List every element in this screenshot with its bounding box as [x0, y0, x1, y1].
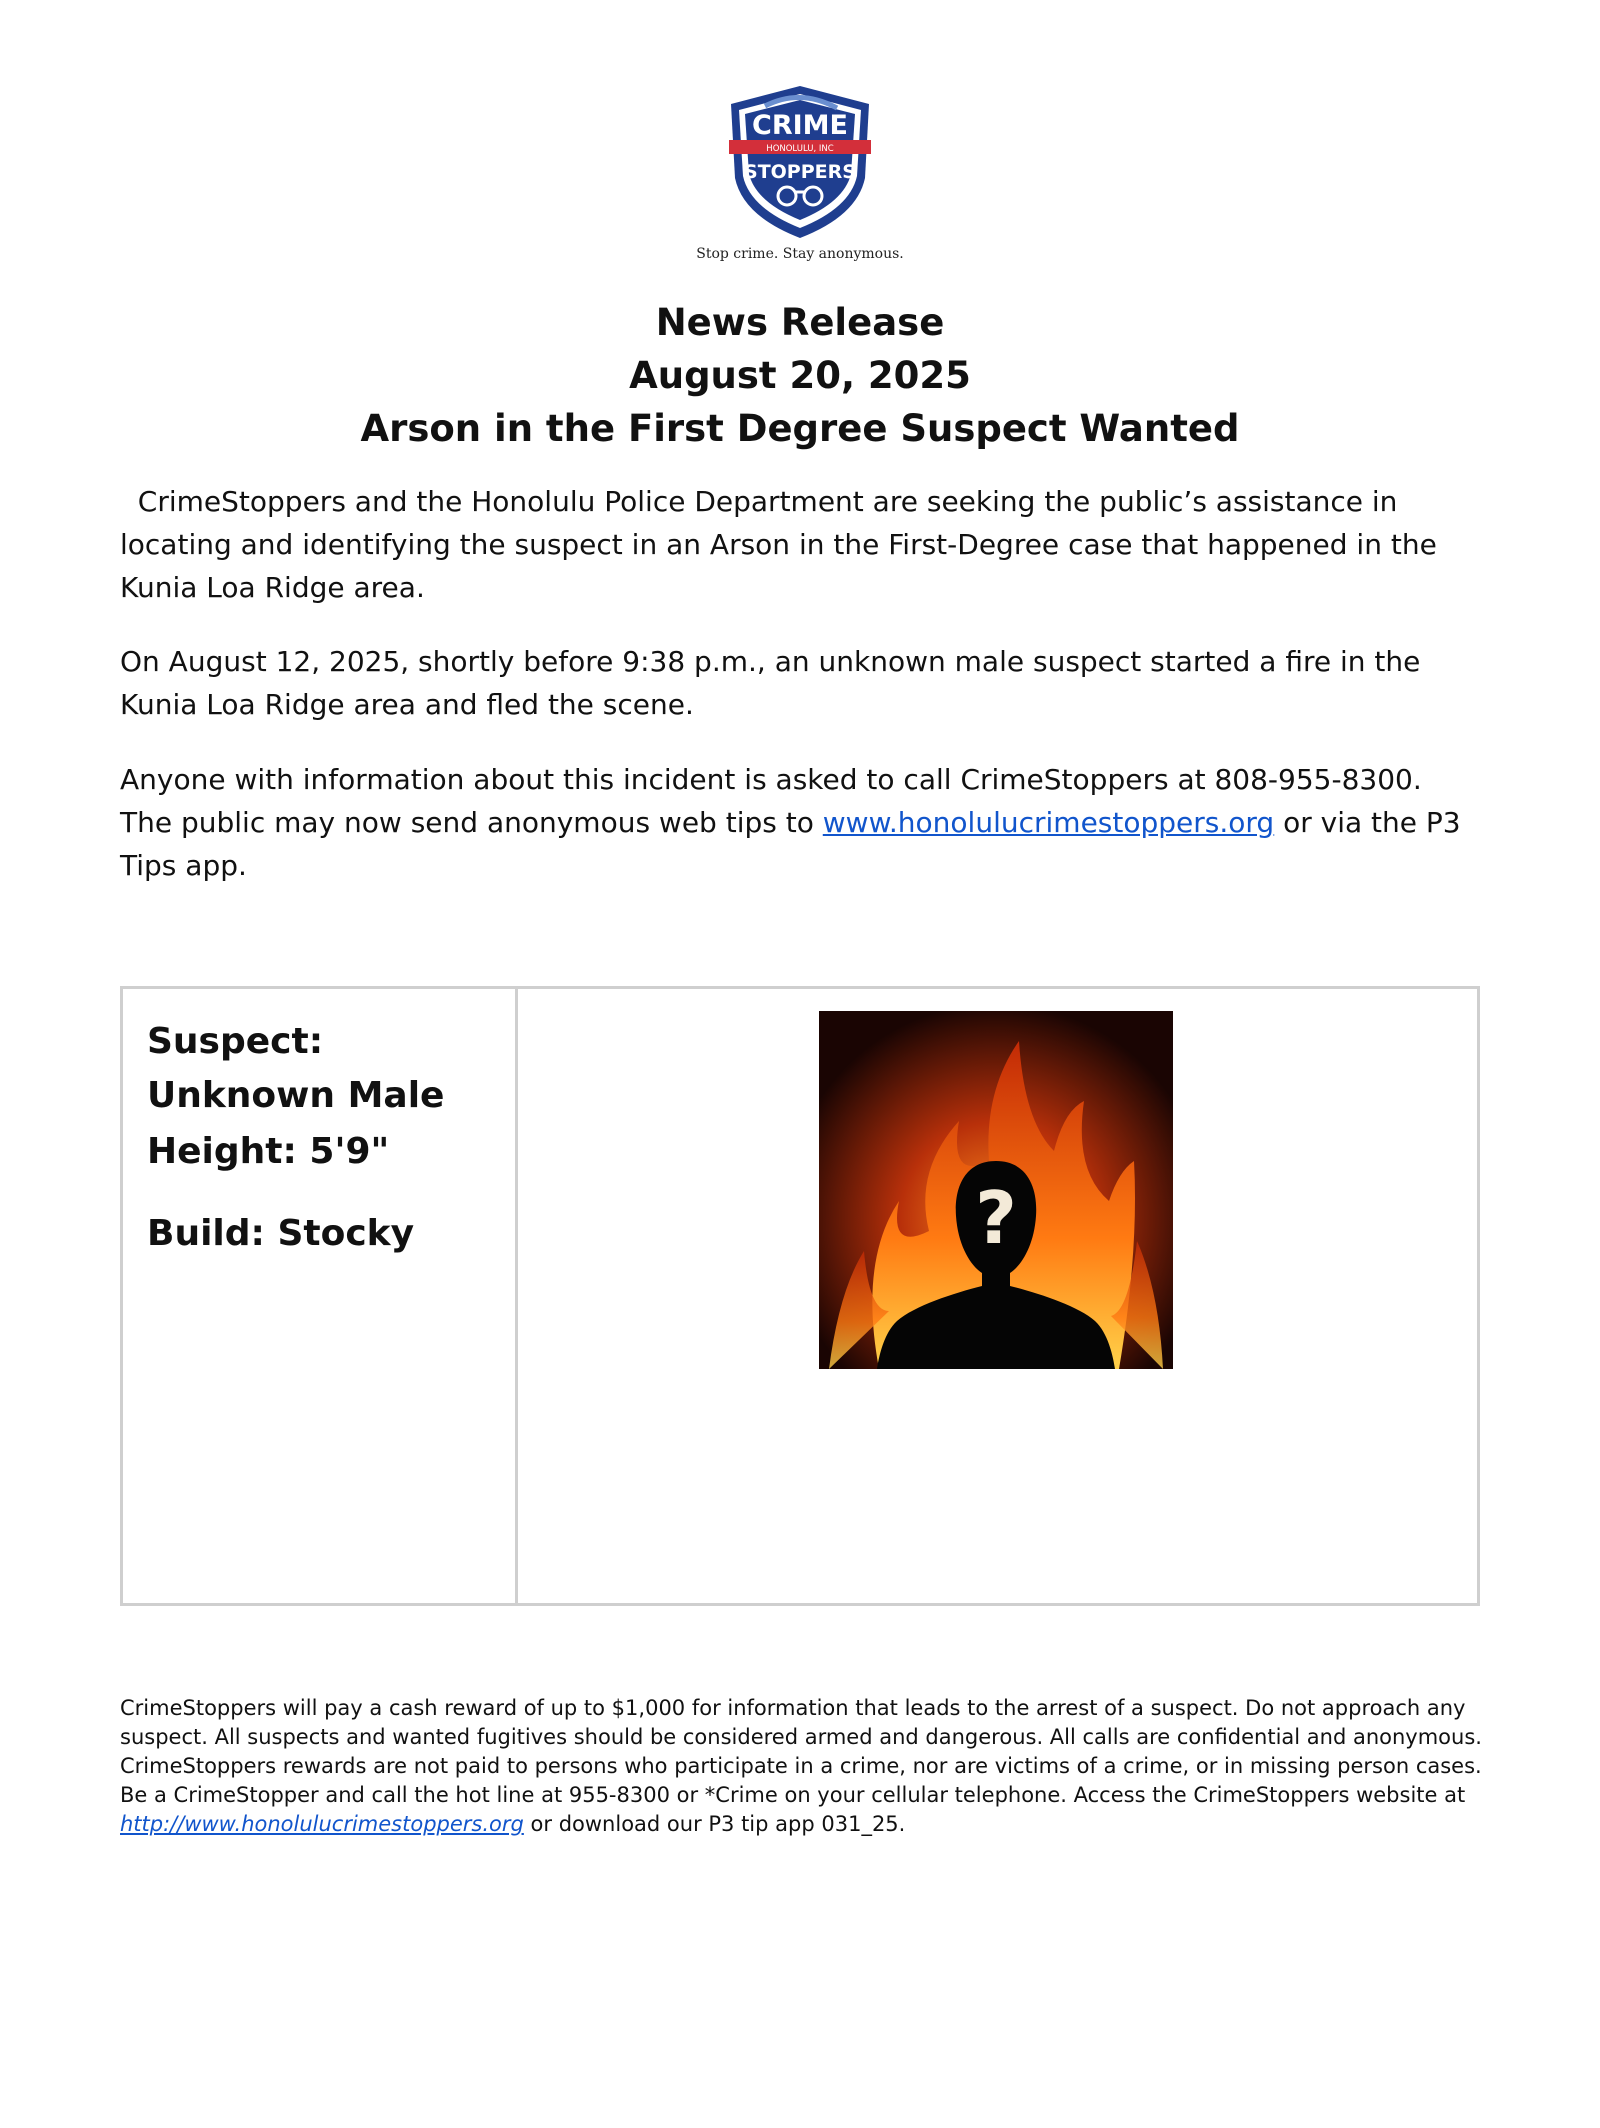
suspect-table [120, 986, 1480, 1606]
intro-paragraph: CrimeStoppers and the Honolulu Police Department are seeking the public’s assistance in locating and identifying the suspect in an Arson in the First-Degree case that happened in the Kunia Loa Ridge area. [120, 485, 1437, 604]
contact-paragraph [120, 758, 1480, 887]
tips-website-link[interactable]: www.honolulucrimestoppers.org [822, 806, 1275, 839]
reward-disclaimer [120, 1694, 1490, 1839]
contact-text-before: Anyone with information about this incident is asked to call CrimeStoppers at 808-955-8300. The public may now send anonymous web tips to [120, 763, 1422, 839]
suspect-details-cell [123, 989, 518, 1603]
crimestoppers-logo [700, 82, 900, 242]
suspect-build: Build: Stocky [147, 1213, 415, 1254]
headline [120, 296, 1480, 455]
case-title: Arson in the First Degree Suspect Wanted [360, 407, 1240, 450]
suspect-height: Height: 5'9" [147, 1131, 390, 1172]
suspect-image [819, 1011, 1173, 1369]
crimestoppers-website-link[interactable]: http://www.honolulucrimestoppers.org [120, 1812, 524, 1836]
logo-word-bottom: STOPPERS [744, 161, 856, 183]
news-release-title: News Release [655, 301, 945, 344]
disclaimer-text: CrimeStoppers will pay a cash reward of up to $1,000 for information that leads to the arrest of a suspect. Do not approach any suspect. All suspects and wanted fugitives should be considered armed and dangerous. All calls are confidential and anonymous. CrimeStoppers rewards are not paid to persons who participate in a crime, nor are victims of a crime, or in missing person cases. Be a CrimeStopper and call the hot line at 955-8300 or *Crime on your cellular telephone. Access the CrimeStoppers website at [120, 1696, 1482, 1807]
contact-text-after: or via the P3 Tips app. [120, 806, 1461, 882]
question-mark-icon: ? [975, 1176, 1017, 1260]
suspect-identity: Suspect: Unknown Male [147, 1021, 445, 1116]
shield-logo-icon [725, 82, 875, 242]
logo-tagline: Stop crime. Stay anonymous. [696, 246, 904, 262]
release-date: August 20, 2025 [629, 354, 971, 397]
logo-word-top: CRIME [752, 110, 848, 141]
disclaimer-text-end: or download our P3 tip app 031_25. [523, 1812, 906, 1836]
logo-word-band: HONOLULU, INC [766, 144, 834, 154]
incident-paragraph: On August 12, 2025, shortly before 9:38 p.m., an unknown male suspect started a fire in the Kunia Loa Ridge area and fled the scene. [120, 645, 1421, 721]
